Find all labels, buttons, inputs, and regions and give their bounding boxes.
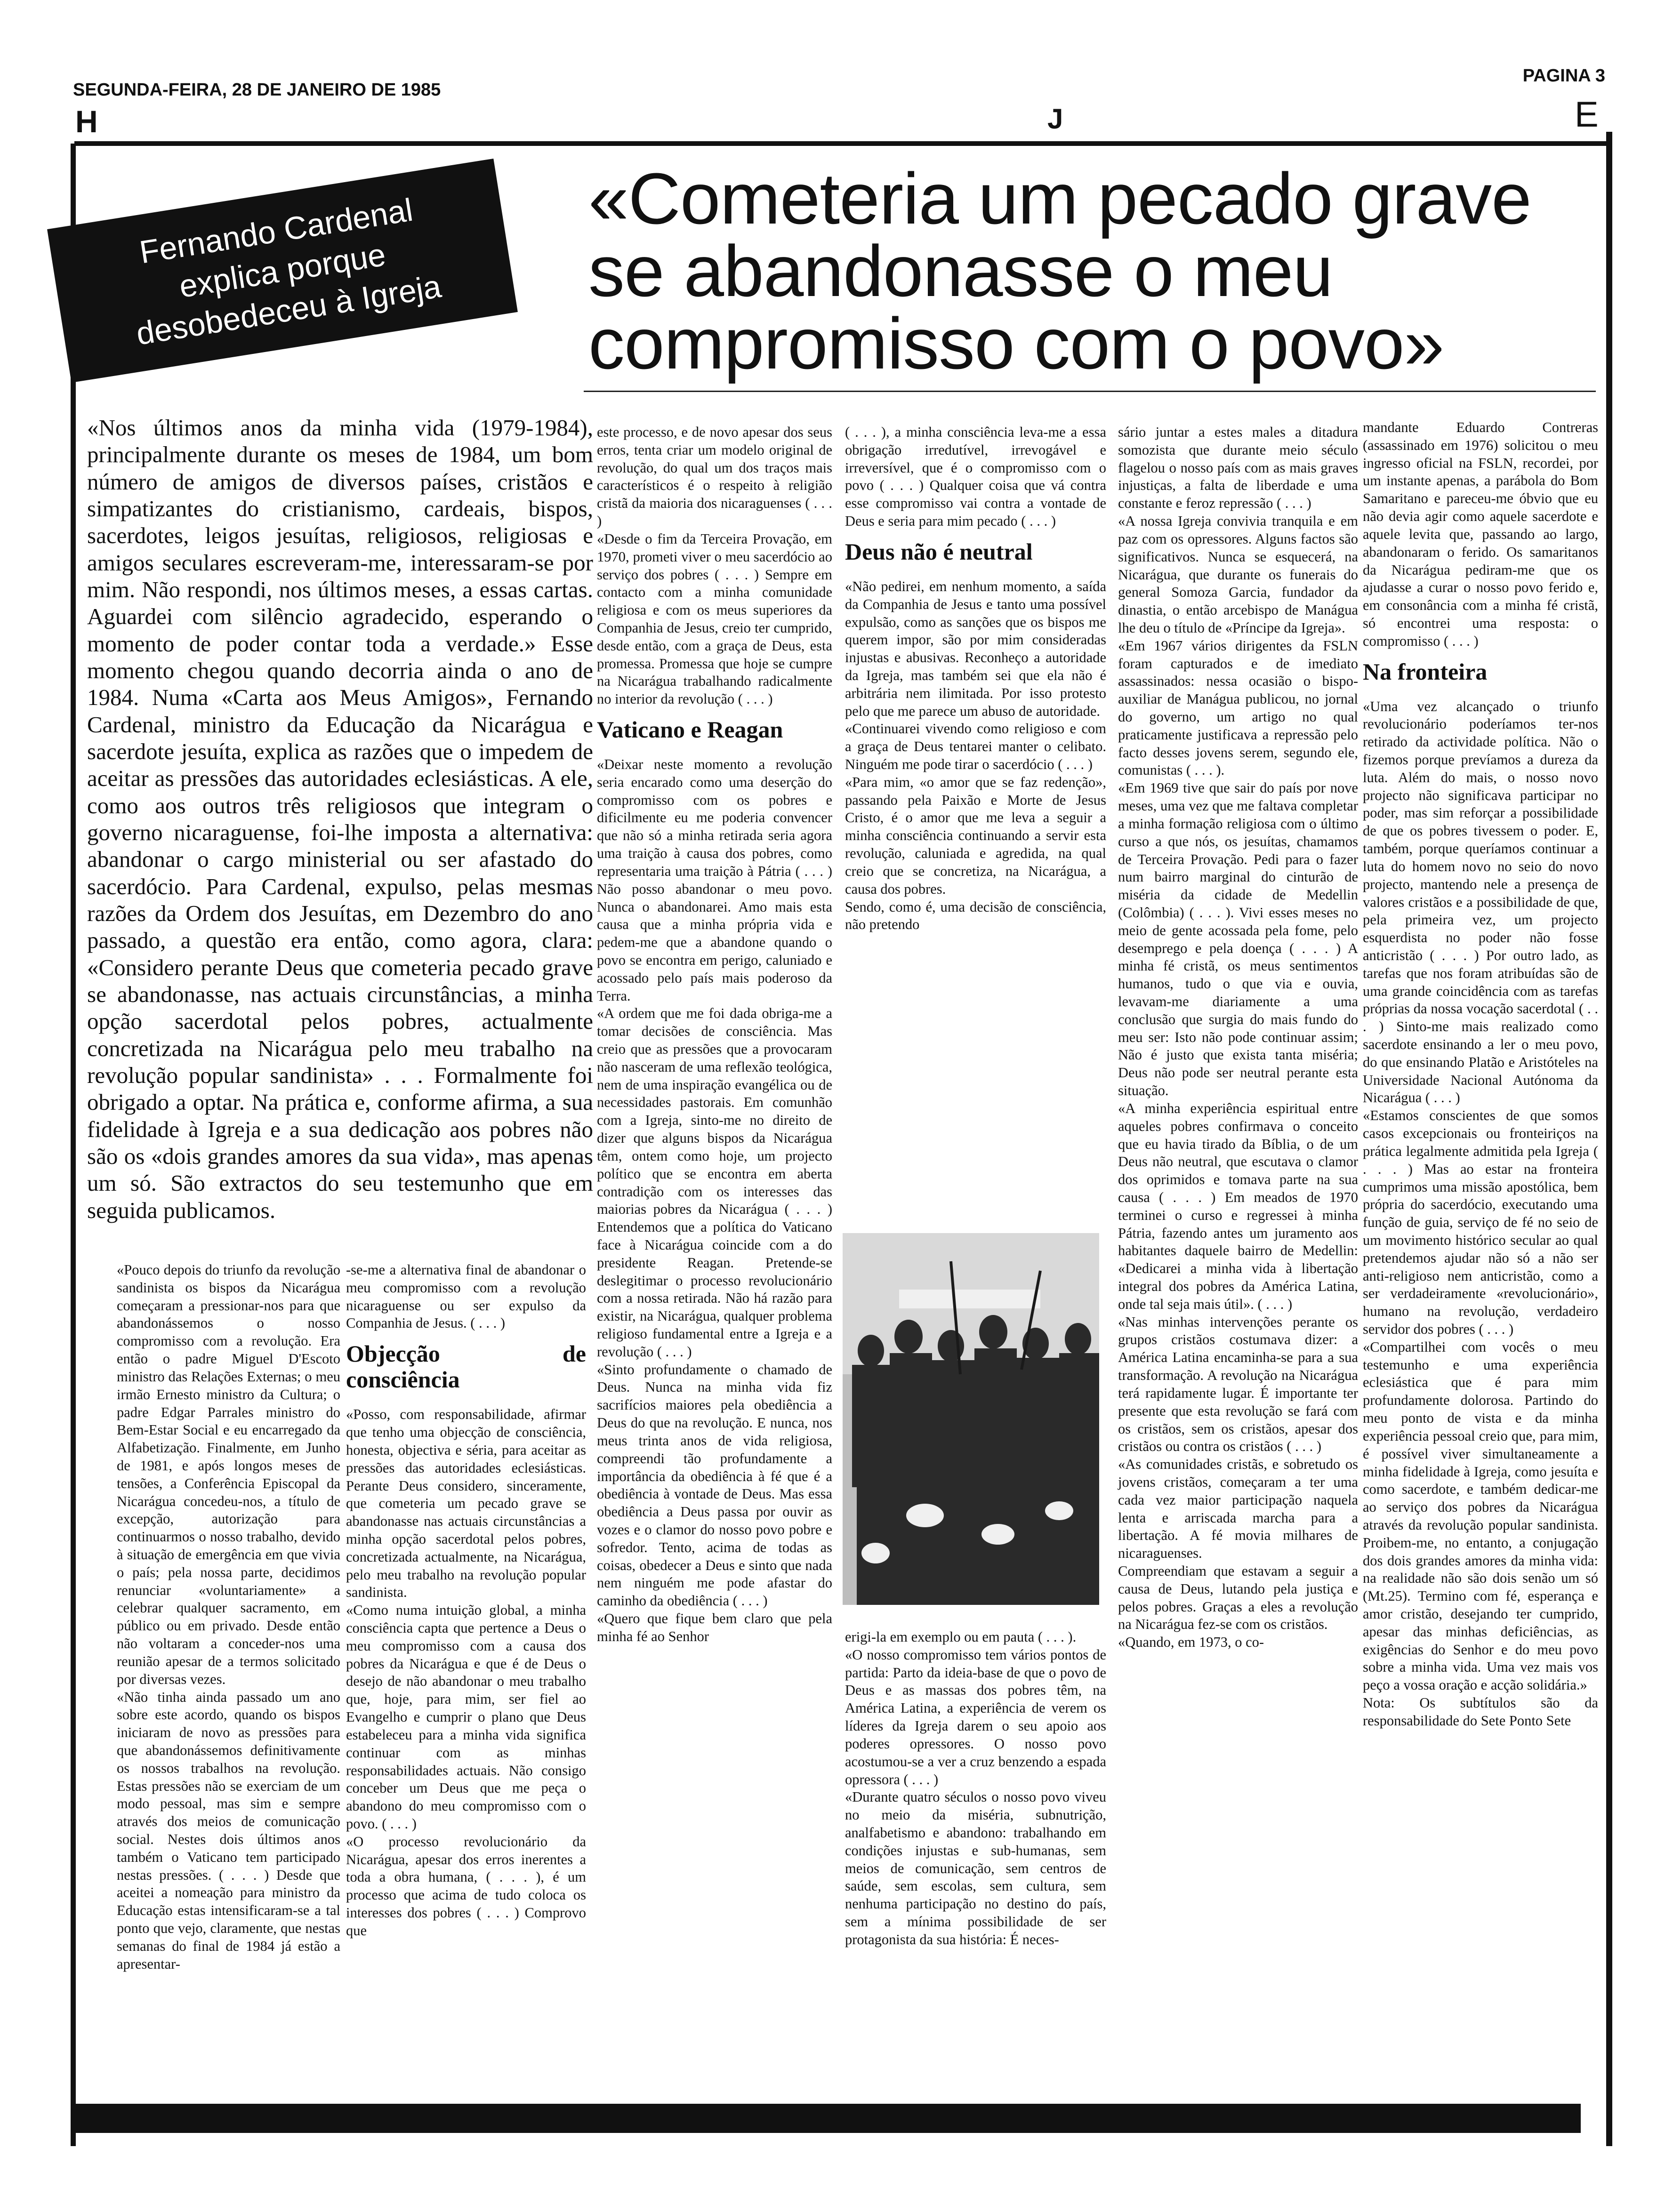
column-b <box>346 1261 586 1940</box>
paragraph: erigi-la em exemplo ou em pauta ( . . . ). <box>845 1629 1077 1645</box>
paragraph: «Desde o fim da Terceira Provação, em 1970, prometi viver o meu sacerdócio ao serviço dos pobres ( . . . ) Sempre em contacto com a minha comunidade religiosa e com os meus superiores da Companhia de Jesus, creio ter cumprido, desde então, com a graça de Deus, esta promessa. Promessa que hoje se cumpre na Nicarágua trabalhando radicalmente no interior da revolução ( . . . ) <box>597 530 832 707</box>
paragraph: mandante Eduardo Contreras (assassinado em 1976) solicitou o meu ingresso oficial na FSLN, recordei, por um instante apenas, a parábola do Bom Samaritano e pareceu-me óbvio que eu não devia agir como aquele sacerdote e aquele levita que, passando ao largo, abandonaram o ferido. Os samaritanos da Nicarágua pediram-me que os ajudasse a curar o nosso povo ferido e, em consonância com a minha fé cristã, só encontrei uma resposta: o compromisso ( . . . ) <box>1363 419 1598 649</box>
paragraph: «Quero que fique bem claro que pela minha fé ao Senhor <box>597 1611 832 1644</box>
paragraph: «Nas minhas intervenções perante os grupos cristãos costumava dizer: a América Latina encaminha-se para a sua transformação. A revolução na Nicarágua terá rapidamente lugar. É importante ter presente que esta revolução se fará com os cristãos, sem os cristãos, apesar dos cristãos ou contra os cristãos ( . . . ) <box>1118 1314 1358 1455</box>
kicker-box <box>47 159 518 383</box>
paragraph: «Continuarei vivendo como religioso e com a graça de Deus tentarei manter o celibato. Ninguém me pode tirar o sacerdócio ( . . . ) <box>845 721 1106 772</box>
paragraph: «Como numa intuição global, a minha consciência capta que pertence a Deus o meu compromisso com a causa dos pobres da Nicarágua e que é de Deus o desejo de não abandonar o meu trabalho que, hoje, para mim, ser fiel ao Evangelho e cumprir o plano que Deus estabeleceu para a minha vida significa continuar com as minhas responsabilidades actuais. Não consigo conceber um Deus que me peça o abandono do meu compromisso com o povo. ( . . . ) <box>346 1602 586 1832</box>
paragraph: Compreendiam que estavam a seguir a causa de Deus, lutando pela justiça e pelos pobres. Graças a eles a revolução na Nicarágua fez-se com os cristãos. <box>1118 1563 1358 1633</box>
paragraph: «A nossa Igreja convivia tranquila e em paz com os opressores. Alguns factos são significativos. Nunca se esquecerá, na Nicarágua, que durante os funerais do general Somoza Garcia, fundador da dinastia, o então arcebispo de Manágua lhe deu o título de «Príncipe da Igreja». <box>1118 513 1358 636</box>
paragraph: «Não tinha ainda passado um ano sobre este acordo, quando os bispos iniciaram de novo as pressões para que abandonássemos definitivamente os nossos trabalhos na revolução. Estas pressões não se exerciam de um modo pessoal, mas sim e sempre através dos meios de comunicação social. Nestes dois últimos anos também o Vaticano tem participado nestas pressões. ( . . . ) Desde que aceitei a nomeação para ministro da Educação estas intensificaram-se a tal ponto que vejo, claramente, que nestas semanas do final de 1984 já estão a apresentar- <box>117 1689 340 1972</box>
paragraph: «Compartilhei com vocês o meu testemunho e uma experiência eclesiástica que é para mim profundamente dolorosa. Partindo do meu ponto de vista e da minha experiência pessoal creio que, para mim, é possível viver simultaneamente a minha fidelidade à Igreja, como jesuíta e como sacerdote, e também dedicar-me ao serviço dos pobres da Nicarágua através da revolução popular sandinista. Proibem-me, no entanto, a conjugação dos dois grandes amores da minha vida: na realidade não são dois senão um só (Mt.25). Termino com fé, esperança e amor cristão, desejando ter cumprido, apesar das minhas deficiências, as exigências do Senhor e do meu povo sobre a minha vida. Uma vez mais vos peço a vossa oração e acção solidária.» <box>1363 1338 1598 1693</box>
paragraph: «Uma vez alcançado o triunfo revolucionário poderíamos ter-nos retirado da actividade política. Não o fizemos porque prevíamos a dureza da luta. Além do mais, o nosso novo projecto não significava participar no poder, mas sim reforçar a possibilidade de que os pobres tivessem o poder. E, também, porque queríamos continuar a luta do homem novo no seio do novo projecto, mantendo nele a presença de valores cristãos e a possibilidade de que, pela primeira vez, um projecto esquerdista no poder não fosse anticristão ( . . . ) Por outro lado, as tarefas que nos foram atribuídas são de uma grande coincidência com as tarefas próprias da nossa vocação sacerdotal ( . . . ) Sinto-me mais realizado como sacerdote ensinando a ler o meu povo, do que ensinando Platão e Aristóteles na Universidade Nacional Autónoma da Nicarágua ( . . . ) <box>1363 698 1598 1106</box>
paragraph: «O processo revolucionário da Nicarágua, apesar dos erros inerentes a toda a obra humana, ( . . . ), é um processo que acima de tudo coloca os interesses dos pobres ( . . . ) Comprovo que <box>346 1833 586 1939</box>
paragraph: este processo, e de novo apesar dos seus erros, tenta criar um modelo original de revolução, do qual um dos traços mais característicos é o respeito à religião cristã da maioria dos nicaraguenses ( . . . ) <box>597 424 832 529</box>
paragraph: «Pouco depois do triunfo da revolução sandinista os bispos da Nicarágua começaram a pressionar-nos para que abandonássemos o nosso compromisso com a revolução. Era então o padre Miguel D'Escoto ministro das Relações Externas; o meu irmão Ernesto ministro da Cultura; o padre Edgar Parrales ministro do Bem-Estar Social e eu encarregado da Alfabetização. Finalmente, em Junho de 1981, e após longos meses de tensões, a Conferência Episcopal da Nicarágua concedeu-nos, a título de excepção, autorização para continuarmos o nosso trabalho, devido à situação de emergência em que vivia o país; pela nossa parte, decidimos renunciar «voluntariamente» a celebrar qualquer sacramento, em público ou em privado. Desde então não voltaram a conceder-nos uma reunião apesar de a termos solicitado por diversas vezes. <box>117 1262 340 1687</box>
subhead-deus: Deus não é neutral <box>845 538 1033 565</box>
headline-rule <box>584 391 1596 392</box>
subhead-vaticano: Vaticano e Reagan <box>597 716 783 743</box>
paragraph: «Em 1967 vários dirigentes da FSLN foram capturados e de imediato assassinados: nessa ocasião o bispo-auxiliar de Manágua publicou, no jornal do governo, um artigo no qual praticamente justificava a repressão pelo facto desses jovens serem, segundo ele, comunistas ( . . . ). <box>1118 637 1358 778</box>
paragraph: «A minha experiência espiritual entre aqueles pobres confirmava o conceito que eu havia tirado da Bíblia, o de um Deus não neutral, que escutava o clamor dos oprimidos e tomava parte na sua causa ( . . . ) Em meados de 1970 terminei o curso e regressei à minha Pátria, fazendo antes um juramento aos habitantes daquele bairro de Medellin: «Dedicarei a minha vida à libertação integral dos pobres da América Latina, onde tal seja mais útil». ( . . . ) <box>1118 1100 1358 1312</box>
masthead-letter-j: J <box>1047 103 1063 135</box>
column-d <box>845 424 1106 934</box>
subhead-objeccao: Objecção de consciência <box>346 1340 586 1393</box>
masthead-letter-e: E <box>1575 95 1599 135</box>
paragraph: «Posso, com responsabilidade, afirmar que tenho uma objecção de consciência, honesta, objectiva e séria, para aceitar as pressões das autoridades eclesiásticas. Perante Deus considero, sinceramente, que cometeria um pecado grave se abandonasse nas actuais circunstâncias a minha opção sacerdotal pelos pobres, concretizada actualmente, na Nicarágua, pelo meu trabalho na revolução popular sandinista. <box>346 1406 586 1601</box>
paragraph: «Quando, em 1973, o co- <box>1118 1634 1264 1651</box>
paragraph: «Em 1969 tive que sair do país por nove meses, uma vez que me faltava completar a minha formação religiosa com o último curso a que nós, os jesuítas, chamamos de Terceira Provação. Pedi para o fazer num bairro marginal do cinturão de miséria da cidade de Medellin (Colômbia) ( . . . ). Vivi esses meses no meio de gente acossada pela fome, pelo desemprego e pela doença ( . . . ) A minha fé cristã, os meus sentimentos humanos, tudo o que via e ouvia, levavam-me diariamente a uma conclusão que surgia do mais fundo do meu ser: Isto não pode continuar assim; Não é justo que exista tanta miséria; Deus não pode ser neutral perante esta situação. <box>1118 780 1358 1099</box>
paragraph: «Estamos conscientes de que somos casos excepcionais ou fronteiriços na prática legalmente admitida pela Igreja ( . . . ) Mas ao estar na fronteira cumprimos uma missão apostólica, bem própria do sacerdócio, executando uma função de guia, serviço de fé no seio de um movimento histórico secular ao qual pretendemos ajudar não só a não ser anti-religioso nem anticristão, como a ser verdadeiramente «revolucionário», humano na revolução, verdadeiro servidor dos pobres ( . . . ) <box>1363 1107 1598 1337</box>
paragraph: «Não pedirei, em nenhum momento, a saída da Companhia de Jesus e tanto uma possível expulsão, como as sanções que os bispos me querem impor, são por mim consideradas injustas e abusivas. Reconheço a autoridade da Igreja, mas também sei que ela não é arbitrária nem ilimitada. Por isso protesto pelo que me parece um abuso de autoridade. <box>845 578 1106 719</box>
paragraph: -se-me a alternativa final de abandonar o meu compromisso com a revolução nicaraguense ou ser expulso da Companhia de Jesus. ( . . . ) <box>346 1262 586 1331</box>
page-date: SEGUNDA-FEIRA, 28 DE JANEIRO DE 1985 <box>73 80 441 100</box>
subhead-fronteira: Na fronteira <box>1363 658 1488 685</box>
paragraph: «Sinto profundamente o chamado de Deus. Nunca na minha vida fiz sacrifícios maiores pela obediência a Deus do que na revolução. E nunca, nos meus trinta anos de vida religiosa, compreendi tão profundamente a importância da obediência à fé que é a obediência à vontade de Deus. Mas essa obediência a Deus passa por ouvir as vozes e o clamor do nosso povo pobre e sofredor. Tento, acima de todas as coisas, obedecer a Deus e sinto que nada nem ninguém me pode afastar do caminho da obediência ( . . . ) <box>597 1361 832 1609</box>
column-f <box>1363 419 1598 1730</box>
paragraph: «A ordem que me foi dada obriga-me a tomar decisões de consciência. Mas creio que as pressões que a provocaram não nasceram de uma reflexão teológica, nem de uma inspiração evangélica ou de necessidades pastorais. Em comunhão com a Igreja, sinto-me no direito de dizer que alguns bispos da Nicarágua têm, ontem como hoje, um projecto político que se encontra em aberta contradição com os interesses das maiorias pobres da Nicarágua ( . . . ) Entendemos que a política do Vaticano face à Nicarágua coincide com a do presidente Reagan. Pretende-se deslegitimar o processo revolucionário com a nossa retirada. Não há razão para existir, na Nicarágua, qualquer problema religioso fundamental entre a Igreja e a revolução ( . . . ) <box>597 1005 832 1360</box>
paragraph: «Durante quatro séculos o nosso povo viveu no meio da miséria, subnutrição, analfabetismo e abandono: trabalhando em condições injustas e sub-humanas, sem meios de comunicação, sem centros de saúde, sem escolas, sem cultura, sem nenhuma participação no destino do país, sem a mínima possibilidade de ser protagonista da sua história: É neces- <box>845 1789 1106 1948</box>
column-c <box>597 424 832 1646</box>
masthead-letter-h: H <box>75 104 98 139</box>
crowd-photo-image <box>843 1233 1099 1605</box>
paragraph: «Para mim, «o amor que se faz redenção», passando pela Paixão e Morte de Jesus Cristo, é o amor que me leva a seguir a minha consciência continuando a servir esta revolução, caluniada e agredida, na qual creio que se concretiza, na Nicarágua, a causa dos pobres. <box>845 774 1106 897</box>
kicker-text: Fernando Cardenal explica porque desobedeceu à Igreja <box>134 192 444 352</box>
left-frame-rule <box>71 144 76 2146</box>
paragraph: sário juntar a estes males a ditadura somozista que durante meio século flagelou o nosso país com as mais graves injustiças, a falta de liberdade e uma constante e feroz repressão ( . . . ) <box>1118 424 1358 512</box>
crowd-photo <box>843 1233 1099 1605</box>
paragraph: Sendo, como é, uma decisão de consciência, não pretendo <box>845 898 1106 933</box>
editor-note: Nota: Os subtítulos são da responsabilidade do Sete Ponto Sete <box>1363 1695 1598 1729</box>
column-d-lower <box>845 1628 1106 1949</box>
column-e <box>1118 424 1358 1651</box>
top-rule <box>74 141 1609 146</box>
paragraph: «As comunidades cristãs, e sobretudo os jovens cristãos, começaram a ter uma cada vez maior participação naquela lenta e arriscada marcha para a libertação. A fé movia milhares de nicaraguenses. <box>1118 1456 1358 1562</box>
page-number: PAGINA 3 <box>1522 66 1605 86</box>
headline: «Cometeria um pecado grave se abandonasse o meu compromisso com o povo» <box>588 158 1531 384</box>
paragraph: ( . . . ), a minha consciência leva-me a essa obrigação irredutível, irrevogável e irreversível, que é o compromisso com o povo ( . . . ) Qualquer coisa que vá contra esse compromisso vai contra a vontade de Deus e seria para mim pecado ( . . . ) <box>845 424 1106 529</box>
intro-text: «Nos últimos anos da minha vida (1979-1984), principalmente durante os meses de 1984, um bom número de amigos de diversos países, cristãos e simpatizantes do cristianismo, cardeais, bispos, sacerdotes, leigos jesuítas, religiosos, religiosas e amigos seculares escreveram-me, interessaram-se por mim. Não respondi, nos últimos meses, a essas cartas. Aguardei com silêncio agradecido, esperando o momento de poder contar toda a verdade.» Esse momento chegou quando decorria ainda o ano de 1984. Numa «Carta aos Meus Amigos», Fernando Cardenal, ministro da Educação da Nicarágua e sacerdote jesuíta, explica as razões que o impedem de aceitar as pressões das autoridades eclesiásticas. A ele, como aos outros três religiosos que integram o governo nicaraguense, foi-lhe imposta a alternativa: abandonar o cargo ministerial ou ser afastado do sacerdócio. Para Cardenal, expulso, pelas mesmas razões da Ordem dos Jesuítas, em Dezembro do ano passado, a questão era então, como agora, clara: «Considero perante Deus que cometeria pecado grave se abandonasse, nas actuais circunstâncias, a minha opção sacerdotal pelos pobres, actualmente concretizada na Nicarágua pelo meu trabalho na revolução popular sandinista» . . . Formalmente foi obrigado a optar. Na prática e, conforme afirma, a sua fidelidade à Igreja e a sua dedicação aos pobres não são os «dois grandes amores da sua vida», mas apenas um só. São extractos do seu testemunho que em seguida publicamos. <box>87 415 593 1223</box>
right-frame-rule <box>1606 132 1612 2146</box>
bottom-bar <box>74 2104 1581 2133</box>
paragraph: «O nosso compromisso tem vários pontos de partida: Parto da ideia-base de que o povo de Deus e as massas dos pobres têm, na América Latina, a experiência de verem os líderes da Igreja darem o seu apoio aos poderes opressores. O nosso povo acostumou-se a ver a cruz benzendo a espada opressora ( . . . ) <box>845 1646 1106 1787</box>
column-a <box>117 1261 340 1973</box>
paragraph: «Deixar neste momento a revolução seria encarado como uma deserção do compromisso com os pobres e dificilmente eu me poderia convencer que não só a minha retirada seria agora uma traição à causa dos pobres, como representaria uma traição à Pátria ( . . . ) Não posso abandonar o meu povo. Nunca o abandonarei. Amo mais esta causa que a minha própria vida e pedem-me que a abandone quando o povo se encontra em perigo, caluniado e acossado pelo país mais poderoso da Terra. <box>597 756 832 1004</box>
